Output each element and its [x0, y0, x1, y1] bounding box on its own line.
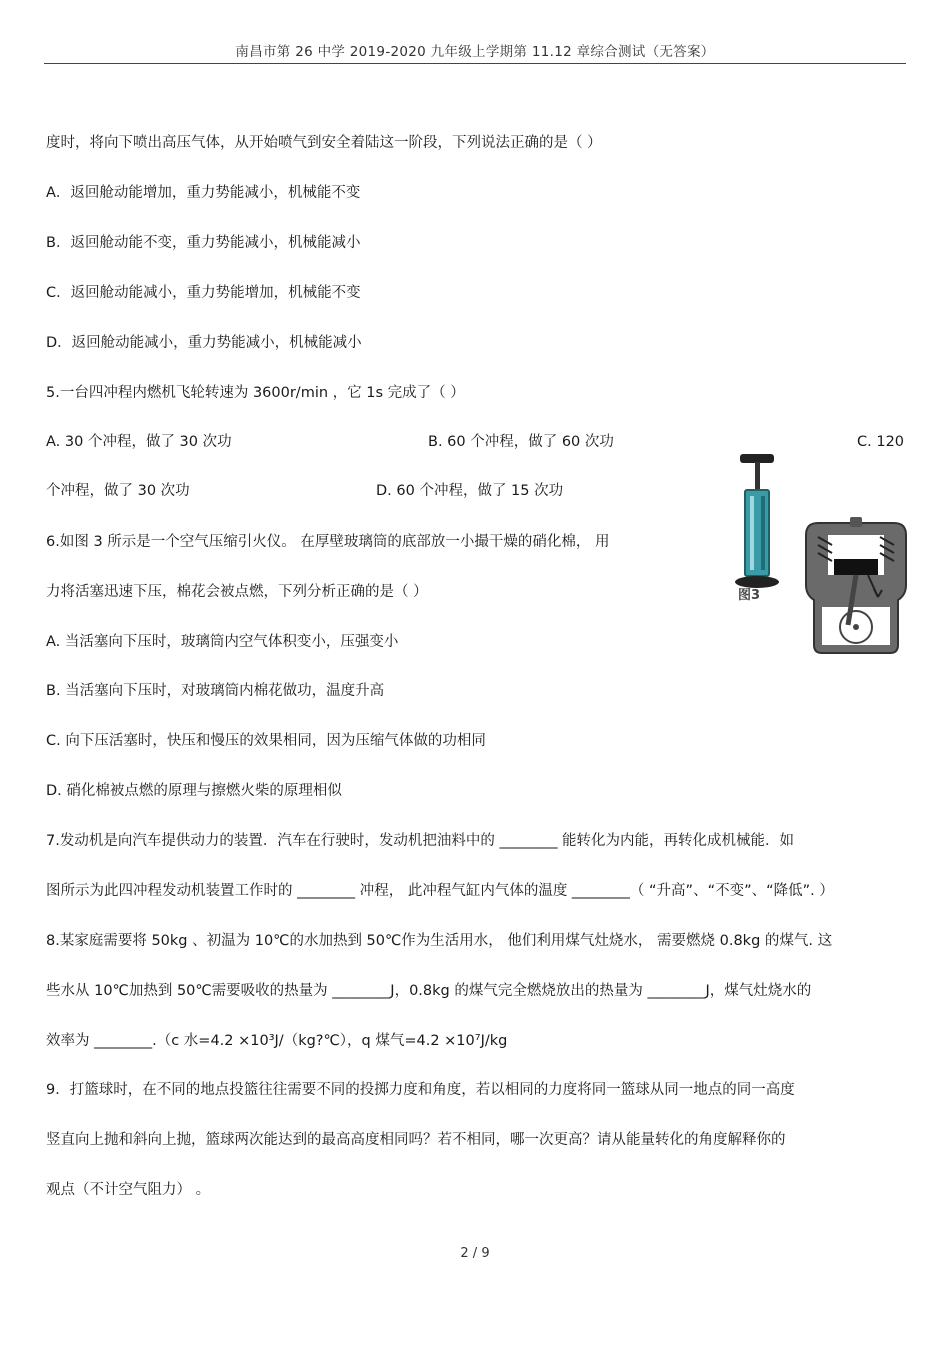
- q9-stem: 9．打篮球时，在不同的地点投篮往往需要不同的投掷力度和角度，若以相同的力度将同一篮球从同一地点的同一高度: [46, 1082, 795, 1098]
- engine-diagram: [798, 515, 914, 655]
- q6-option-d: D. 硝化棉被点燃的原理与擦燃火柴的原理相似: [46, 783, 342, 799]
- q4-option-d: D．返回舱动能减小，重力势能减小，机械能减小: [46, 335, 362, 351]
- q4-option-b: B．返回舱动能不变，重力势能减小，机械能减小: [46, 235, 361, 251]
- q9-stem-line3: 观点（不计空气阻力） 。: [46, 1182, 211, 1198]
- page-number: 2 / 9: [460, 1246, 490, 1261]
- q5-stem: 5.一台四冲程内燃机飞轮转速为 3600r/min ，它 1s 完成了（ ）: [46, 385, 465, 401]
- q4-option-c: C．返回舱动能减小，重力势能增加，机械能不变: [46, 285, 361, 301]
- header-divider: [44, 63, 906, 64]
- q4-stem-continued: 度时，将向下喷出高压气体，从开始喷气到安全着陆这一阶段，下列说法正确的是（ ）: [46, 135, 602, 151]
- q8-stem-line2: 些水从 10℃加热到 50℃需要吸收的热量为 ________J，0.8kg 的煤气完全燃烧放出的热量为 ________J，煤气灶烧水的: [46, 983, 812, 999]
- q6-stem: 6.如图 3 所示是一个空气压缩引火仪。 在厚壁玻璃筒的底部放一小撮干燥的硝化棉， 用: [46, 534, 610, 550]
- q4-option-a: A．返回舱动能增加，重力势能减小，机械能不变: [46, 185, 361, 201]
- q5-option-d: D. 60 个冲程，做了 15 次功: [376, 483, 564, 499]
- q8-stem-line3: 效率为 ________.（c 水=4.2 ×10³J/（kg?℃），q 煤气=4.2 ×10⁷J/kg: [46, 1033, 508, 1049]
- q5-option-c-continued: 个冲程，做了 30 次功: [46, 483, 190, 499]
- q6-option-b: B. 当活塞向下压时，对玻璃筒内棉花做功，温度升高: [46, 683, 385, 699]
- q7-stem-continued: 图所示为此四冲程发动机装置工作时的 ________ 冲程， 此冲程气缸内气体的温度 ________（ “升高”、“不变”、“降低”. ）: [46, 883, 834, 899]
- q9-stem-line2: 竖直向上抛和斜向上抛，篮球两次能达到的最高高度相同吗？若不相同，哪一次更高？请从能量转化的角度解释你的: [46, 1132, 786, 1148]
- page-header: 南昌市第 26 中学 2019-2020 九年级上学期第 11.12 章综合测试（无答案）: [235, 44, 715, 60]
- q6-option-a: A. 当活塞向下压时，玻璃筒内空气体积变小，压强变小: [46, 634, 399, 650]
- q6-option-c: C. 向下压活塞时，快压和慢压的效果相同，因为压缩气体做的功相同: [46, 733, 486, 749]
- q6-stem-continued: 力将活塞迅速下压，棉花会被点燃，下列分析正确的是（ ）: [46, 584, 428, 600]
- figure-3-label: 图3: [738, 588, 761, 603]
- q7-stem: 7.发动机是向汽车提供动力的装置．汽车在行驶时，发动机把油料中的 ________ 能转化为内能，再转化成机械能．如: [46, 833, 795, 849]
- q5-option-c: C. 120: [857, 434, 905, 450]
- q5-option-a: A. 30 个冲程，做了 30 次功: [46, 434, 232, 450]
- q5-option-b: B. 60 个冲程，做了 60 次功: [428, 434, 614, 450]
- q8-stem: 8.某家庭需要将 50kg 、初温为 10℃的水加热到 50℃作为生活用水， 他们利用煤气灶烧水， 需要燃烧 0.8kg 的煤气. 这: [46, 933, 833, 949]
